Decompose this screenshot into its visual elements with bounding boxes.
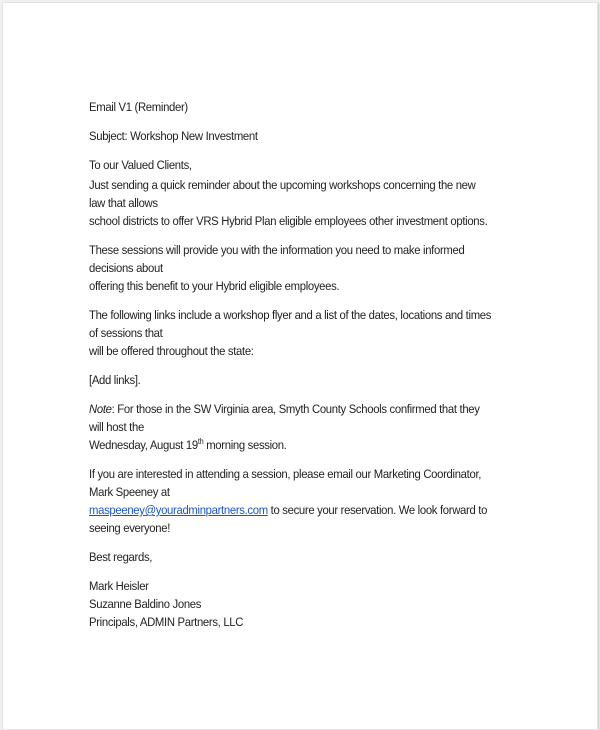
paragraph-reminder — [89, 176, 494, 230]
paragraph-line: morning session. — [203, 438, 287, 452]
paragraph-line: will be offered throughout the state: — [89, 344, 254, 358]
paragraph-line: If you are interested in attending a session, please email our Marketing Coordinator, Mark Speeney at — [89, 467, 482, 499]
paragraph-line: The following links include a workshop flyer and a list of the dates, locations and times of sessions that — [89, 308, 492, 340]
paragraph-note — [89, 400, 494, 454]
paragraph-line: offering this benefit to your Hybrid eligible employees. — [89, 279, 340, 293]
paragraph-line: to secure your reservation. We look forward to seeing everyone! — [89, 503, 488, 535]
document-page — [2, 2, 598, 730]
signature-name-1: Mark Heisler — [89, 579, 149, 593]
note-date: Wednesday, August 19 — [89, 438, 198, 452]
signature-company: Principals, ADMIN Partners, LLC — [89, 615, 244, 629]
paragraph-sessions — [89, 241, 494, 295]
paragraph-contact — [89, 465, 494, 537]
paragraph-line: : For those in the SW Virginia area, Smyth County Schools confirmed that they will host the — [89, 402, 480, 434]
paragraph-line: These sessions will provide you with the information you need to make informed decisions about — [89, 243, 465, 275]
paragraph-links — [89, 306, 494, 360]
email-body — [89, 98, 494, 631]
signature-name-2: Suzanne Baldino Jones — [89, 597, 202, 611]
paragraph-line: school districts to offer VRS Hybrid Plan eligible employees other investment options. — [89, 214, 488, 228]
paragraph-line: Just sending a quick reminder about the upcoming workshops concerning the new law that allows — [89, 178, 476, 210]
email-link[interactable]: maspeeney@youradminpartners.com — [89, 503, 268, 517]
email-subject: Subject: Workshop New Investment — [89, 129, 258, 143]
note-label: Note — [89, 402, 112, 416]
ordinal-suffix: th — [197, 437, 204, 446]
add-links-placeholder: [Add links]. — [89, 373, 141, 387]
closing: Best regards, — [89, 550, 153, 564]
email-heading: Email V1 (Reminder) — [89, 100, 188, 114]
salutation: To our Valued Clients, — [89, 158, 192, 172]
